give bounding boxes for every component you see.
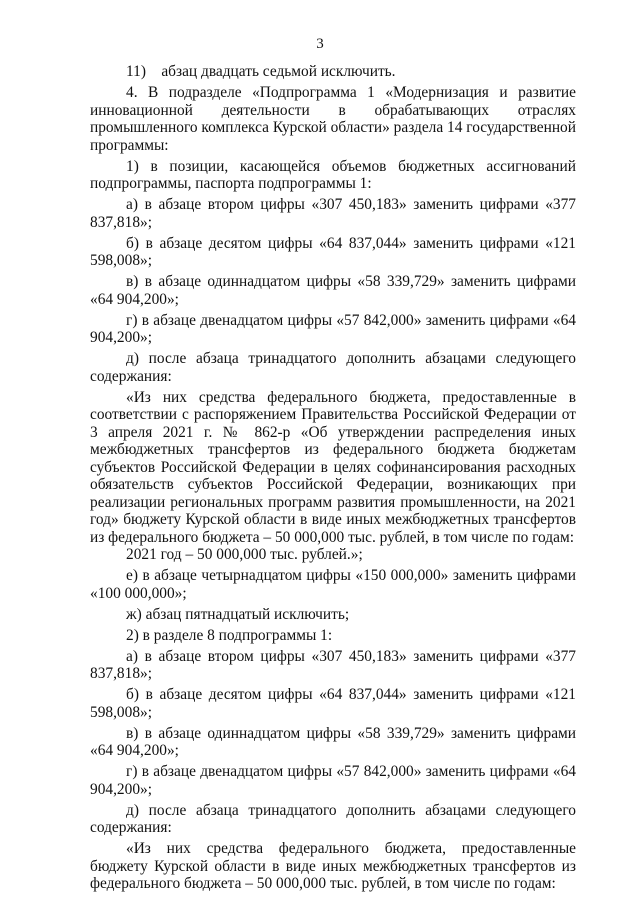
paragraph-sub-2b: б) в абзаце десятом цифры «64 837,044» заменить цифрами «121 598,008»; bbox=[90, 686, 576, 721]
paragraph-quote-1: «Из них средства федерального бюджета, предоставленные в соответствии с распоряжением Правительства Российской Федерации от 3 апреля 2021 г. № 862-р «Об утверждении распределения иных межбюджетных трансфертов из федерального бюджета бюджетам субъектов Российской Федерации в целях софинансирования расходных обязательств субъектов Российской Федерации, возникающих при реализации региональных программ развития промышленности, на 2021 год» бюджету Курской области в виде иных межбюджетных трансфертов из федерального бюджета – 50 000,000 тыс. рублей, в том числе по годам: bbox=[90, 388, 576, 546]
paragraph-sub-1v: в) в абзаце одиннадцатом цифры «58 339,729» заменить цифрами «64 904,200»; bbox=[90, 273, 576, 308]
paragraph-sub-1d: д) после абзаца тринадцатого дополнить абзацами следующего содержания: bbox=[90, 350, 576, 385]
paragraph-sub-1e: е) в абзаце четырнадцатом цифры «150 000,000» заменить цифрами «100 000,000»; bbox=[90, 567, 576, 602]
paragraph-quote-2: «Из них средства федерального бюджета, предоставленные бюджету Курской области в виде иных межбюджетных трансфертов из федерального бюджета – 50 000,000 тыс. рублей, в том числе по годам: bbox=[90, 840, 576, 892]
paragraph-sub-2v: в) в абзаце одиннадцатом цифры «58 339,729» заменить цифрами «64 904,200»; bbox=[90, 724, 576, 759]
paragraph-sub-1a: а) в абзаце втором цифры «307 450,183» заменить цифрами «377 837,818»; bbox=[90, 196, 576, 231]
paragraph-sub-2: 2) в разделе 8 подпрограммы 1: bbox=[126, 626, 333, 644]
paragraph-sub-2a: а) в абзаце втором цифры «307 450,183» заменить цифрами «377 837,818»; bbox=[90, 647, 576, 682]
paragraph-sub-1zh: ж) абзац пятнадцатый исключить; bbox=[126, 605, 350, 623]
paragraph-sub-2d: д) после абзаца тринадцатого дополнить абзацами следующего содержания: bbox=[90, 801, 576, 836]
paragraph-sub-1: 1) в позиции, касающейся объемов бюджетных ассигнований подпрограммы, паспорта подпрограммы 1: bbox=[90, 157, 576, 192]
paragraph-sub-1g: г) в абзаце двенадцатом цифры «57 842,000» заменить цифрами «64 904,200»; bbox=[90, 311, 576, 346]
paragraph-item-11: 11) абзац двадцать седьмой исключить. bbox=[126, 63, 396, 80]
paragraph-sub-1b: б) в абзаце десятом цифры «64 837,044» заменить цифрами «121 598,008»; bbox=[90, 234, 576, 269]
paragraph-section-4: 4. В подразделе «Подпрограмма 1 «Модернизация и развитие инновационной деятельности в обрабатывающих отраслях промышленного комплекса Курской области» раздела 14 государственной программы: bbox=[90, 84, 576, 154]
paragraph-sub-2g: г) в абзаце двенадцатом цифры «57 842,000» заменить цифрами «64 904,200»; bbox=[90, 763, 576, 798]
paragraph-year-2021: 2021 год – 50 000,000 тыс. рублей.»; bbox=[126, 546, 363, 563]
page-number: 3 bbox=[316, 36, 324, 52]
document-body bbox=[90, 63, 576, 896]
